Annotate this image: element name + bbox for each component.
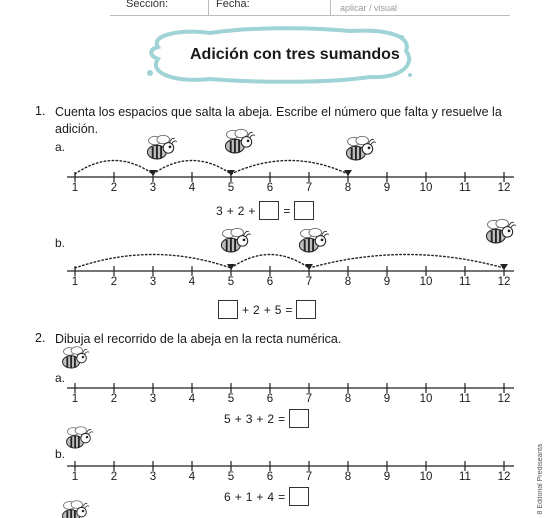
tick-label: 1 (71, 393, 79, 405)
tick-label: 11 (459, 182, 471, 194)
tick-label: 4 (188, 471, 196, 483)
tick-label: 10 (419, 276, 433, 288)
tick-label: 4 (188, 393, 196, 405)
hop-arc (231, 161, 348, 175)
tick-label: 1 (71, 471, 79, 483)
tick-label: 9 (383, 471, 391, 483)
tick-label: 4 (188, 182, 196, 194)
q2b-label: b. (55, 447, 66, 461)
fecha-label: Fecha: (216, 0, 250, 10)
tick-label: 1 (71, 182, 79, 194)
tick-label: 2 (110, 276, 118, 288)
tick-label: 4 (188, 276, 196, 288)
tick-label: 11 (459, 276, 471, 288)
tick-label: 6 (266, 276, 274, 288)
seccion-label: Sección: (126, 0, 169, 10)
equation-q2b: 6 + 1 + 4 = (224, 487, 309, 506)
tick-label: 9 (383, 393, 391, 405)
tick-label: 2 (110, 182, 118, 194)
bee-icon (221, 228, 250, 252)
tick-label: 6 (266, 182, 274, 194)
tick-label: 6 (266, 471, 274, 483)
number-line-q1b (67, 266, 514, 288)
tick-label: 2 (110, 471, 118, 483)
bee-icon (63, 501, 90, 518)
tick-label: 9 (383, 276, 391, 288)
tick-label: 12 (497, 182, 511, 194)
q2-number: 2. (35, 331, 46, 345)
page-title: Adición con tres sumandos (190, 46, 400, 63)
tick-label: 3 (149, 471, 157, 483)
hop-arc (231, 255, 309, 269)
equation-q1a: 3 + 2 + = (216, 201, 314, 220)
tick-label: 5 (227, 393, 235, 405)
tick-label: 9 (383, 182, 391, 194)
footer-credit: 8 Editorial Prediseanta (537, 444, 544, 515)
hop-arrow (500, 264, 508, 270)
tick-label: 2 (110, 393, 118, 405)
tick-label: 8 (344, 471, 352, 483)
tick-label: 3 (149, 182, 157, 194)
number-line-q2b (67, 461, 514, 483)
equation-q2a: 5 + 3 + 2 = (224, 409, 309, 428)
tick-label: 3 (149, 393, 157, 405)
tick-label: 8 (344, 393, 352, 405)
tick-label: 12 (497, 393, 511, 405)
bee-icon (225, 129, 254, 153)
q2-text: Dibuja el recorrido de la abeja en la recta numérica. (55, 332, 342, 346)
tick-label: 5 (227, 182, 235, 194)
number-line-q1a (67, 172, 514, 194)
bee-icon (63, 347, 90, 368)
hop-arrow (227, 170, 235, 176)
bee-icon (67, 427, 94, 448)
tick-label: 10 (419, 471, 433, 483)
tick-label: 11 (459, 393, 471, 405)
tick-label: 3 (149, 276, 157, 288)
hop-arc (309, 255, 504, 269)
tick-label: 1 (71, 276, 79, 288)
tick-label: 5 (227, 276, 235, 288)
hop-arc (75, 161, 153, 175)
q1-number: 1. (35, 104, 46, 118)
tick-label: 7 (305, 471, 313, 483)
bee-icon (486, 219, 515, 243)
bee-icon (147, 135, 176, 159)
tick-label: 12 (497, 471, 511, 483)
tick-label: 10 (419, 182, 433, 194)
number-line-q2a (67, 383, 514, 405)
tick-label: 10 (419, 393, 433, 405)
tick-label: 5 (227, 471, 235, 483)
tick-label: 8 (344, 182, 352, 194)
hop-arc (153, 161, 231, 175)
hop-arrow (149, 170, 157, 176)
hop-arc (75, 255, 231, 269)
q1b-label: b. (55, 236, 66, 250)
equation-q1b: + 2 + 5 = (218, 300, 316, 319)
tick-label: 11 (459, 471, 471, 483)
hint-text: aplicar / visual (340, 3, 398, 13)
q1a-label: a. (55, 140, 66, 154)
tick-label: 12 (497, 276, 511, 288)
tick-label: 6 (266, 393, 274, 405)
q2a-label: a. (55, 371, 66, 385)
bee-icon (346, 136, 375, 160)
tick-label: 8 (344, 276, 352, 288)
q1-text: Cuenta los espacios que salta la abeja. Escribe el número que falta y resuelve la adición. (55, 105, 502, 136)
tick-label: 7 (305, 182, 313, 194)
tick-label: 7 (305, 393, 313, 405)
bee-icon (299, 228, 328, 252)
hop-arrow (305, 264, 313, 270)
tick-label: 7 (305, 276, 313, 288)
